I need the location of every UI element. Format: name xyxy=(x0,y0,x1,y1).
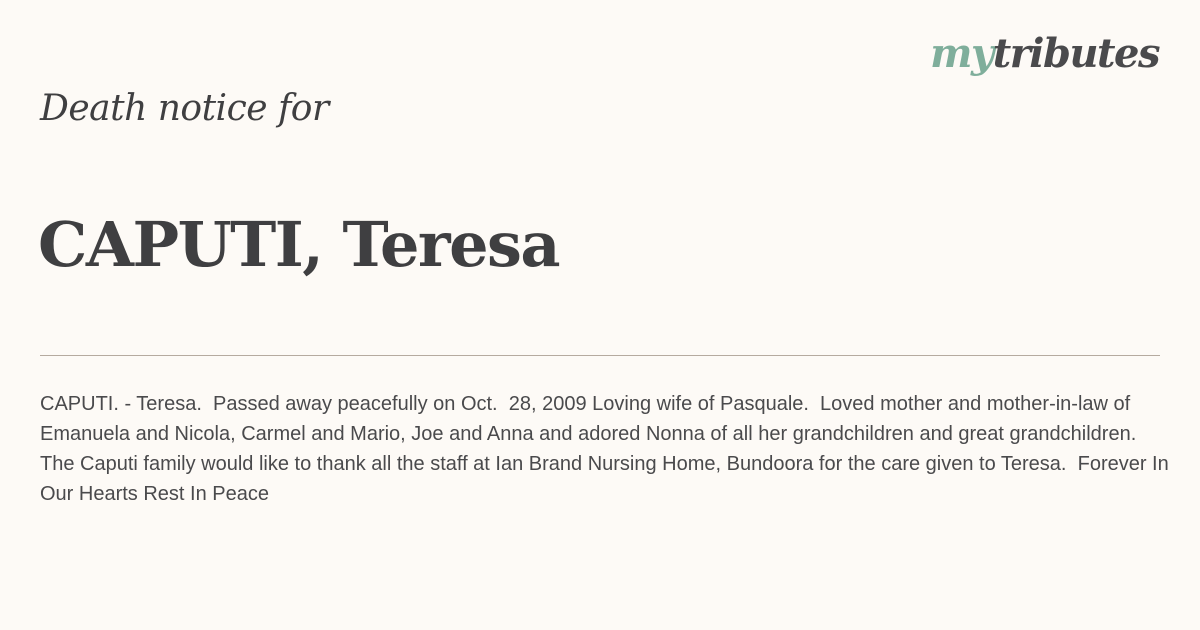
deceased-name: CAPUTI, Teresa xyxy=(38,208,560,281)
divider xyxy=(40,355,1160,356)
mytributes-logo[interactable] xyxy=(930,30,1159,77)
notice-body-text: CAPUTI. - Teresa. Passed away peacefully on Oct. 28, 2009 Loving wife of Pasquale. Loved mother and mother-in-law of Emanuela and Nicola, Carmel and Mario, Joe and Anna and adored Nonna of all her grandchildren and great grandchildren. The Caputi family would like to thank all the staff at Ian Brand Nursing Home, Bundoora for the care given to Teresa. Forever In Our Hearts Rest In Peace xyxy=(40,393,1175,505)
logo-tributes-text: tributes xyxy=(992,30,1159,77)
logo-my-text: my xyxy=(930,30,993,77)
death-notice-label: Death notice for xyxy=(40,88,329,129)
